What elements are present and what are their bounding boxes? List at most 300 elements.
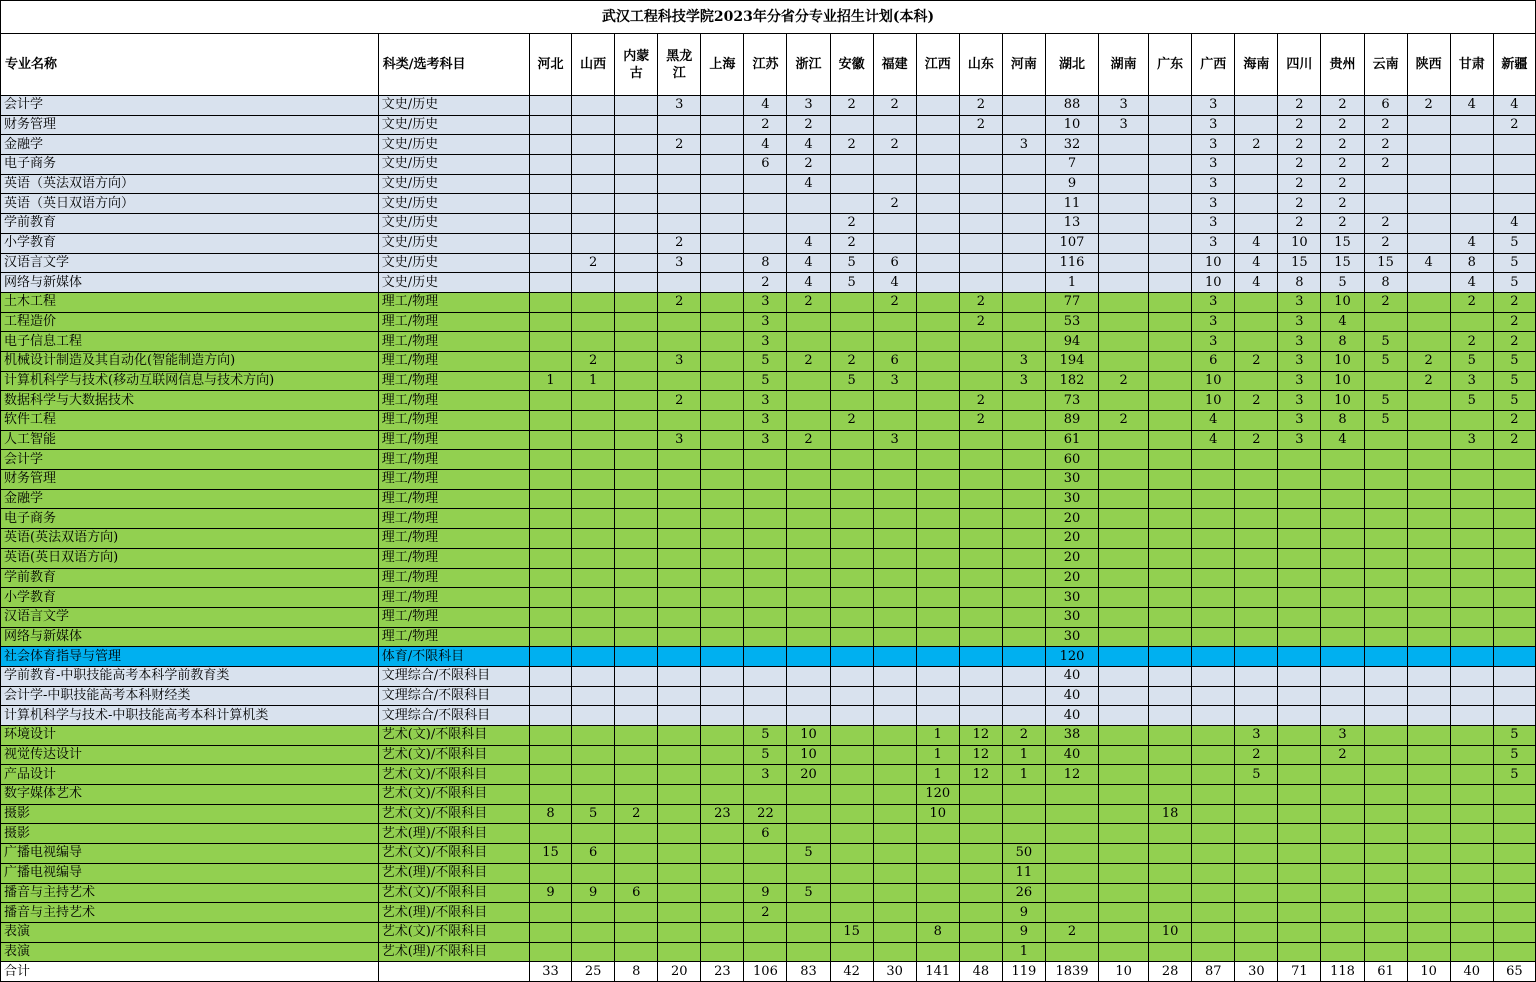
major-name-cell: 土木工程 [1, 292, 379, 312]
quota-cell: 3 [1192, 194, 1235, 214]
quota-cell [744, 627, 787, 647]
quota-cell: 9 [1002, 903, 1045, 923]
quota-cell: 2 [1321, 194, 1364, 214]
quota-cell [530, 273, 572, 293]
quota-cell [615, 174, 658, 194]
quota-cell: 2 [658, 292, 701, 312]
quota-cell: 40 [1045, 666, 1098, 686]
quota-cell [1235, 922, 1278, 942]
quota-cell: 2 [1321, 214, 1364, 234]
quota-cell [916, 588, 959, 608]
quota-cell: 2 [959, 96, 1002, 116]
quota-cell: 2 [1493, 332, 1535, 352]
quota-cell: 4 [744, 135, 787, 155]
quota-cell [572, 194, 615, 214]
quota-cell [1149, 627, 1192, 647]
quota-cell [1407, 214, 1450, 234]
header-province: 山东 [959, 34, 1002, 96]
quota-cell [1192, 883, 1235, 903]
quota-cell: 10 [1149, 922, 1192, 942]
quota-cell [959, 824, 1002, 844]
category-cell: 理工/物理 [378, 411, 529, 431]
quota-cell: 7 [1045, 155, 1098, 175]
quota-cell [701, 745, 744, 765]
quota-cell: 3 [1192, 174, 1235, 194]
quota-cell [830, 292, 873, 312]
quota-cell: 3 [1192, 332, 1235, 352]
quota-cell [572, 332, 615, 352]
quota-cell [658, 627, 701, 647]
quota-cell [1407, 568, 1450, 588]
category-cell: 理工/物理 [378, 627, 529, 647]
quota-cell [873, 883, 916, 903]
header-province: 黑龙江 [658, 34, 701, 96]
quota-cell [744, 489, 787, 509]
header-province: 湖北 [1045, 34, 1098, 96]
quota-cell [1002, 273, 1045, 293]
quota-cell [1099, 351, 1149, 371]
quota-cell [873, 824, 916, 844]
quota-cell [873, 174, 916, 194]
category-cell: 文史/历史 [378, 214, 529, 234]
quota-cell: 30 [873, 962, 916, 982]
quota-cell [1192, 922, 1235, 942]
header-province: 内蒙古 [615, 34, 658, 96]
quota-cell [1192, 726, 1235, 746]
quota-cell: 22 [744, 804, 787, 824]
quota-cell [1364, 804, 1407, 824]
quota-cell [1099, 627, 1149, 647]
category-cell: 文史/历史 [378, 135, 529, 155]
major-name-cell: 网络与新媒体 [1, 273, 379, 293]
major-name-cell: 合计 [1, 962, 379, 982]
quota-cell: 40 [1045, 706, 1098, 726]
quota-cell [1278, 588, 1321, 608]
quota-cell [1045, 785, 1098, 805]
quota-cell: 10 [1321, 351, 1364, 371]
quota-cell: 10 [1321, 391, 1364, 411]
quota-cell [1364, 726, 1407, 746]
quota-cell [1099, 607, 1149, 627]
quota-cell [916, 942, 959, 962]
quota-cell: 2 [830, 135, 873, 155]
quota-cell: 4 [1450, 273, 1493, 293]
quota-cell [830, 726, 873, 746]
major-name-cell: 电子商务 [1, 155, 379, 175]
quota-cell [615, 411, 658, 431]
quota-cell [530, 115, 572, 135]
quota-cell [873, 745, 916, 765]
quota-cell: 182 [1045, 371, 1098, 391]
quota-cell [658, 529, 701, 549]
quota-cell [1493, 174, 1535, 194]
quota-cell [1149, 568, 1192, 588]
quota-cell [572, 489, 615, 509]
quota-cell: 42 [830, 962, 873, 982]
quota-cell [1192, 863, 1235, 883]
quota-cell [1192, 509, 1235, 529]
quota-cell: 3 [787, 96, 830, 116]
quota-cell [1321, 489, 1364, 509]
quota-cell [658, 214, 701, 234]
quota-cell [1002, 115, 1045, 135]
table-row [1, 233, 1536, 253]
header-province: 江西 [916, 34, 959, 96]
quota-cell [572, 312, 615, 332]
quota-cell: 6 [615, 883, 658, 903]
quota-cell [615, 292, 658, 312]
quota-cell [1364, 174, 1407, 194]
quota-cell [572, 135, 615, 155]
quota-cell [701, 686, 744, 706]
major-name-cell: 广播电视编导 [1, 863, 379, 883]
category-cell: 艺术(文)/不限科目 [378, 883, 529, 903]
quota-cell: 4 [1321, 430, 1364, 450]
quota-cell [1149, 351, 1192, 371]
quota-cell [1149, 883, 1192, 903]
quota-cell [1002, 96, 1045, 116]
quota-cell [830, 903, 873, 923]
quota-cell [658, 666, 701, 686]
quota-cell [1407, 804, 1450, 824]
quota-cell [1450, 883, 1493, 903]
quota-cell: 5 [1364, 411, 1407, 431]
quota-cell [1278, 627, 1321, 647]
quota-cell [530, 863, 572, 883]
quota-cell [1149, 312, 1192, 332]
quota-cell: 119 [1002, 962, 1045, 982]
quota-cell [1002, 450, 1045, 470]
quota-cell: 106 [744, 962, 787, 982]
quota-cell [658, 903, 701, 923]
quota-cell: 1 [1045, 273, 1098, 293]
quota-cell [658, 489, 701, 509]
quota-cell: 3 [744, 391, 787, 411]
quota-cell: 6 [572, 844, 615, 864]
category-cell: 艺术(理)/不限科目 [378, 903, 529, 923]
quota-cell [1450, 312, 1493, 332]
quota-cell [873, 529, 916, 549]
quota-cell [873, 903, 916, 923]
quota-cell [1149, 391, 1192, 411]
table-row [1, 529, 1536, 549]
quota-cell: 1 [1002, 745, 1045, 765]
quota-cell [1278, 489, 1321, 509]
quota-cell [787, 804, 830, 824]
quota-cell: 5 [744, 351, 787, 371]
table-row [1, 568, 1536, 588]
major-name-cell: 会计学-中职技能高考本科财经类 [1, 686, 379, 706]
category-cell: 理工/物理 [378, 568, 529, 588]
quota-cell [1002, 509, 1045, 529]
quota-cell: 5 [1493, 351, 1535, 371]
quota-cell: 2 [1364, 292, 1407, 312]
quota-cell [1450, 588, 1493, 608]
quota-cell: 5 [1493, 253, 1535, 273]
quota-cell [1192, 706, 1235, 726]
quota-cell: 5 [1493, 233, 1535, 253]
category-cell: 文史/历史 [378, 273, 529, 293]
header-province: 浙江 [787, 34, 830, 96]
quota-cell [1099, 233, 1149, 253]
quota-cell: 20 [658, 962, 701, 982]
quota-cell [530, 135, 572, 155]
quota-cell [1493, 627, 1535, 647]
quota-cell [701, 194, 744, 214]
quota-cell [1192, 785, 1235, 805]
quota-cell [1407, 332, 1450, 352]
quota-cell [916, 706, 959, 726]
quota-cell: 2 [1278, 174, 1321, 194]
quota-cell [873, 391, 916, 411]
quota-cell: 3 [1192, 155, 1235, 175]
quota-cell [1002, 214, 1045, 234]
quota-cell [1045, 863, 1098, 883]
quota-cell: 25 [572, 962, 615, 982]
quota-cell: 5 [1493, 726, 1535, 746]
quota-cell [701, 942, 744, 962]
quota-cell: 2 [959, 312, 1002, 332]
quota-cell [701, 351, 744, 371]
quota-cell [658, 942, 701, 962]
quota-cell [787, 214, 830, 234]
quota-cell: 6 [744, 824, 787, 844]
quota-cell [916, 509, 959, 529]
quota-cell [701, 155, 744, 175]
quota-cell [701, 548, 744, 568]
quota-cell [1235, 863, 1278, 883]
quota-cell [830, 332, 873, 352]
quota-cell [1321, 903, 1364, 923]
major-name-cell: 播音与主持艺术 [1, 883, 379, 903]
quota-cell [1192, 568, 1235, 588]
major-name-cell: 小学教育 [1, 588, 379, 608]
quota-cell: 2 [1321, 135, 1364, 155]
quota-cell [1450, 489, 1493, 509]
quota-cell [1321, 785, 1364, 805]
quota-cell [787, 548, 830, 568]
quota-cell: 10 [1278, 233, 1321, 253]
quota-cell: 3 [1002, 351, 1045, 371]
quota-cell [572, 470, 615, 490]
quota-cell [1002, 292, 1045, 312]
quota-cell: 18 [1149, 804, 1192, 824]
table-title: 武汉工程科技学院2023年分省分专业招生计划(本科) [1, 1, 1536, 34]
header-province: 广东 [1149, 34, 1192, 96]
quota-cell [1002, 489, 1045, 509]
quota-cell: 6 [873, 253, 916, 273]
quota-cell [1099, 430, 1149, 450]
quota-cell [1002, 332, 1045, 352]
quota-cell [658, 647, 701, 667]
quota-cell [1364, 371, 1407, 391]
quota-cell: 2 [658, 135, 701, 155]
table-row [1, 214, 1536, 234]
quota-cell: 2 [873, 194, 916, 214]
quota-cell [1407, 509, 1450, 529]
quota-cell [530, 253, 572, 273]
quota-cell: 12 [959, 765, 1002, 785]
major-name-cell: 财务管理 [1, 115, 379, 135]
quota-cell [615, 686, 658, 706]
quota-cell [1002, 548, 1045, 568]
category-cell: 文史/历史 [378, 174, 529, 194]
quota-cell: 5 [572, 804, 615, 824]
quota-cell: 4 [787, 273, 830, 293]
quota-cell [572, 686, 615, 706]
quota-cell [1407, 922, 1450, 942]
table-row [1, 903, 1536, 923]
quota-cell [1450, 155, 1493, 175]
quota-cell [572, 666, 615, 686]
quota-cell [1450, 765, 1493, 785]
quota-cell [1407, 135, 1450, 155]
quota-cell [1235, 607, 1278, 627]
quota-cell [658, 174, 701, 194]
quota-cell [530, 666, 572, 686]
quota-cell [530, 529, 572, 549]
quota-cell: 38 [1045, 726, 1098, 746]
header-province: 广西 [1192, 34, 1235, 96]
quota-cell [1493, 470, 1535, 490]
quota-cell: 2 [1278, 214, 1321, 234]
quota-cell [530, 174, 572, 194]
quota-cell [1002, 411, 1045, 431]
quota-cell: 1 [916, 765, 959, 785]
quota-cell [1235, 450, 1278, 470]
category-cell: 文史/历史 [378, 155, 529, 175]
quota-cell [830, 706, 873, 726]
quota-cell: 2 [1278, 194, 1321, 214]
quota-cell: 40 [1450, 962, 1493, 982]
quota-cell [830, 588, 873, 608]
quota-cell: 11 [1002, 863, 1045, 883]
quota-cell [1099, 155, 1149, 175]
quota-cell [658, 450, 701, 470]
quota-cell [1493, 568, 1535, 588]
major-name-cell: 工程造价 [1, 312, 379, 332]
quota-cell [572, 391, 615, 411]
quota-cell [787, 942, 830, 962]
quota-cell [1235, 115, 1278, 135]
quota-cell [1450, 824, 1493, 844]
category-cell: 艺术(理)/不限科目 [378, 863, 529, 883]
quota-cell: 3 [1450, 371, 1493, 391]
quota-cell [1149, 174, 1192, 194]
quota-cell [744, 863, 787, 883]
quota-cell: 3 [1278, 391, 1321, 411]
quota-cell [1407, 706, 1450, 726]
quota-cell [1278, 607, 1321, 627]
table-row [1, 509, 1536, 529]
quota-cell [1192, 686, 1235, 706]
quota-cell [1450, 726, 1493, 746]
quota-cell [1235, 489, 1278, 509]
table-row [1, 607, 1536, 627]
quota-cell: 5 [1450, 391, 1493, 411]
quota-cell [1099, 647, 1149, 667]
quota-cell [701, 174, 744, 194]
quota-cell [1407, 529, 1450, 549]
quota-cell [615, 706, 658, 726]
quota-cell: 40 [1045, 745, 1098, 765]
major-name-cell: 电子商务 [1, 509, 379, 529]
quota-cell [1407, 489, 1450, 509]
quota-cell: 10 [1321, 371, 1364, 391]
quota-cell [658, 922, 701, 942]
quota-cell [530, 430, 572, 450]
quota-cell [530, 568, 572, 588]
quota-cell [701, 863, 744, 883]
major-name-cell: 广播电视编导 [1, 844, 379, 864]
quota-cell [787, 371, 830, 391]
category-cell: 艺术(文)/不限科目 [378, 785, 529, 805]
quota-cell [830, 450, 873, 470]
category-cell: 理工/物理 [378, 588, 529, 608]
quota-cell [830, 883, 873, 903]
quota-cell [530, 214, 572, 234]
quota-cell [1493, 903, 1535, 923]
quota-cell [916, 450, 959, 470]
quota-cell [1192, 765, 1235, 785]
quota-cell [787, 568, 830, 588]
quota-cell [916, 548, 959, 568]
quota-cell [1235, 548, 1278, 568]
quota-cell [744, 844, 787, 864]
quota-cell: 23 [701, 804, 744, 824]
quota-cell [1407, 883, 1450, 903]
quota-cell [615, 450, 658, 470]
quota-cell [916, 903, 959, 923]
header-province: 甘肃 [1450, 34, 1493, 96]
quota-cell [1099, 292, 1149, 312]
quota-cell [1321, 804, 1364, 824]
category-cell: 文史/历史 [378, 115, 529, 135]
category-cell: 艺术(文)/不限科目 [378, 745, 529, 765]
quota-cell: 2 [1407, 96, 1450, 116]
quota-cell: 2 [959, 115, 1002, 135]
quota-cell [916, 529, 959, 549]
quota-cell [1192, 824, 1235, 844]
quota-cell: 2 [1099, 371, 1149, 391]
quota-cell: 5 [787, 883, 830, 903]
quota-cell [701, 726, 744, 746]
quota-cell [572, 903, 615, 923]
quota-cell: 8 [530, 804, 572, 824]
major-name-cell: 摄影 [1, 824, 379, 844]
quota-cell [572, 292, 615, 312]
quota-cell [615, 548, 658, 568]
quota-cell [1321, 470, 1364, 490]
quota-cell [1192, 470, 1235, 490]
quota-cell: 3 [744, 430, 787, 450]
quota-cell [873, 450, 916, 470]
quota-cell: 120 [1045, 647, 1098, 667]
quota-cell [530, 903, 572, 923]
quota-cell [1450, 785, 1493, 805]
quota-cell [1099, 174, 1149, 194]
header-province: 海南 [1235, 34, 1278, 96]
quota-cell [615, 155, 658, 175]
quota-cell [615, 135, 658, 155]
quota-cell [1450, 903, 1493, 923]
quota-cell: 2 [1493, 312, 1535, 332]
quota-cell: 4 [787, 174, 830, 194]
quota-cell [1149, 115, 1192, 135]
quota-cell [1149, 824, 1192, 844]
quota-cell [1407, 607, 1450, 627]
quota-cell [701, 529, 744, 549]
